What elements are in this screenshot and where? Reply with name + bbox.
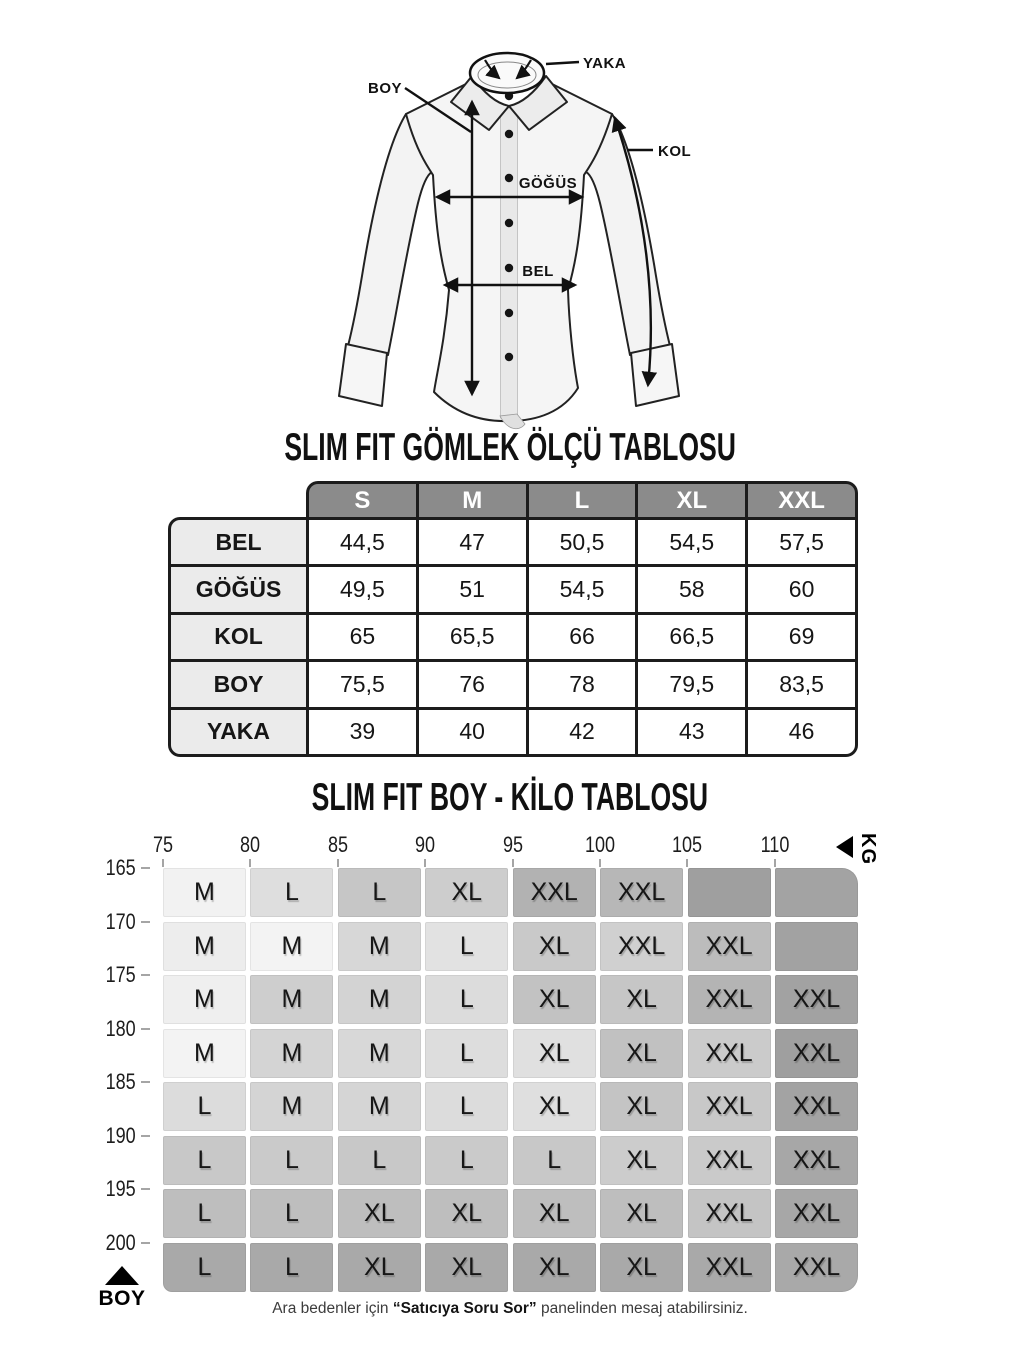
fit-cell: L (338, 868, 421, 917)
boy-tick-mark (141, 921, 150, 923)
fit-cell: M (338, 1082, 421, 1131)
fit-cell: XXL (600, 868, 683, 917)
boy-tick-mark (141, 1135, 150, 1137)
size-column-header: M (419, 484, 526, 517)
kg-tick-mark (774, 859, 776, 867)
collar-label: YAKA (583, 55, 627, 72)
shirt-left-cuff (339, 344, 387, 406)
fit-cell: XXL (688, 1082, 771, 1131)
boy-tick-mark (141, 1242, 150, 1244)
fit-cell: L (425, 1082, 508, 1131)
fit-cell: M (250, 922, 333, 971)
fit-cell: XXL (775, 1082, 858, 1131)
boy-tick-label: 190 (105, 1122, 136, 1148)
fit-cell: M (163, 922, 246, 971)
fit-cell: L (163, 1082, 246, 1131)
fit-cell: XL (513, 922, 596, 971)
measure-row-label: GÖĞÜS (171, 567, 306, 611)
footer-highlight: “Satıcıya Soru Sor” (392, 1300, 537, 1317)
fit-chart-title: SLIM FIT BOY - KİLO TABLOSU (311, 776, 709, 819)
fit-cell: M (250, 1029, 333, 1078)
kg-tick-mark (162, 859, 164, 867)
measure-value: 83,5 (748, 662, 855, 706)
kg-tick-mark (686, 859, 688, 867)
fit-cell: XXL (775, 1136, 858, 1185)
kg-tick-label: 110 (760, 832, 790, 857)
fit-cell: XXL (688, 922, 771, 971)
boy-tick-label: 180 (105, 1015, 136, 1041)
sleeve-label: KOL (658, 143, 692, 160)
kg-tick-mark (599, 859, 601, 867)
fit-cell: XXL (688, 1136, 771, 1185)
up-arrow-icon (105, 1266, 139, 1285)
boy-tick-label: 170 (105, 908, 136, 934)
shirt-diagram (285, 22, 735, 442)
collar-label-line (546, 62, 579, 64)
kg-tick-label: 90 (415, 832, 436, 857)
fit-cell: M (163, 975, 246, 1024)
size-column-header: XXL (748, 484, 855, 517)
fit-cell: XXL (775, 975, 858, 1024)
size-column-header: XL (638, 484, 745, 517)
measure-row-label: BEL (171, 520, 306, 564)
boy-tick-label: 165 (105, 855, 136, 880)
boy-tick-mark (141, 974, 150, 976)
measure-value: 79,5 (638, 662, 745, 706)
fit-cell: L (425, 922, 508, 971)
kg-tick-mark (424, 859, 426, 867)
measure-row-label: YAKA (171, 710, 306, 754)
measure-value: 65,5 (419, 615, 526, 659)
measure-value: 76 (419, 662, 526, 706)
fit-cell: XL (600, 1189, 683, 1238)
boy-tick-label: 185 (105, 1069, 136, 1094)
fit-cell: XXL (600, 922, 683, 971)
size-column-header: L (529, 484, 636, 517)
fit-cell: M (163, 1029, 246, 1078)
fit-cell: XL (425, 1243, 508, 1292)
measure-value: 54,5 (529, 567, 636, 611)
shirt-right-cuff (631, 344, 679, 406)
fit-cell: XXL (775, 1029, 858, 1078)
fit-cell: L (163, 1189, 246, 1238)
measure-value: 39 (309, 710, 416, 754)
size-table-header-row (306, 481, 858, 517)
fit-cell: L (250, 868, 333, 917)
kg-tick-label: 75 (152, 832, 174, 857)
fit-cell: XL (513, 1029, 596, 1078)
fit-cell: L (425, 1136, 508, 1185)
boy-axis-label: BOY (98, 1287, 146, 1310)
boy-tick-mark (141, 1188, 150, 1190)
boy-tick-mark (141, 1028, 150, 1030)
fit-cell: XL (338, 1243, 421, 1292)
fit-cell: XL (425, 1189, 508, 1238)
shirt-placket (501, 108, 518, 418)
measure-value: 40 (419, 710, 526, 754)
size-table-title: SLIM FIT GÖMLEK ÖLÇÜ TABLOSU (284, 426, 736, 469)
fit-cell-empty (775, 922, 858, 971)
fit-cell: XXL (688, 1243, 771, 1292)
size-table-body (168, 517, 858, 757)
footer-prefix: Ara bedenler için (272, 1300, 393, 1317)
left-arrow-icon (836, 836, 853, 858)
fit-cell: L (163, 1136, 246, 1185)
boy-axis (90, 855, 152, 1292)
fit-cell: XL (513, 1243, 596, 1292)
measure-value: 51 (419, 567, 526, 611)
measure-value: 57,5 (748, 520, 855, 564)
fit-cell: M (338, 975, 421, 1024)
fit-cell: L (250, 1243, 333, 1292)
measure-value: 60 (748, 567, 855, 611)
fit-cell-empty (688, 868, 771, 917)
measure-value: 78 (529, 662, 636, 706)
size-column-header: S (309, 484, 416, 517)
fit-cell: XL (600, 1136, 683, 1185)
fit-cell: XL (513, 1189, 596, 1238)
fit-cell: XXL (775, 1189, 858, 1238)
fit-cell: M (250, 975, 333, 1024)
kg-axis (152, 832, 863, 868)
fit-cell: L (425, 1029, 508, 1078)
measure-value: 46 (748, 710, 855, 754)
fit-cell: L (513, 1136, 596, 1185)
fit-cell: XL (513, 975, 596, 1024)
kg-axis-label: KG (857, 833, 879, 865)
measure-row-label: KOL (171, 615, 306, 659)
fit-cell: L (338, 1136, 421, 1185)
kg-axis-arrow (836, 833, 879, 865)
fit-cell: M (338, 922, 421, 971)
fit-cell: XL (600, 1082, 683, 1131)
measure-value: 69 (748, 615, 855, 659)
kg-tick-mark (512, 859, 514, 867)
footer-suffix: panelinden mesaj atabilirsiniz. (536, 1300, 748, 1317)
kg-tick-label: 85 (327, 832, 348, 857)
fit-cell: XXL (688, 1189, 771, 1238)
fit-matrix (163, 868, 858, 1292)
fit-cell: XL (338, 1189, 421, 1238)
kg-tick-label: 105 (672, 832, 703, 857)
measure-value: 49,5 (309, 567, 416, 611)
footer-note (0, 1300, 1020, 1318)
fit-cell: XL (600, 1243, 683, 1292)
fit-cell: XXL (688, 975, 771, 1024)
fit-cell: L (250, 1136, 333, 1185)
fit-cell-empty (775, 868, 858, 917)
fit-cell: L (163, 1243, 246, 1292)
kg-tick-label: 100 (584, 832, 616, 857)
measure-value: 65 (309, 615, 416, 659)
kg-tick-mark (249, 859, 251, 867)
fit-cell: M (163, 868, 246, 917)
measure-value: 43 (638, 710, 745, 754)
waist-label: BEL (522, 263, 554, 280)
kg-tick-label: 80 (240, 832, 261, 857)
measure-value: 50,5 (529, 520, 636, 564)
measure-value: 47 (419, 520, 526, 564)
fit-cell: M (250, 1082, 333, 1131)
fit-cell: L (425, 975, 508, 1024)
kg-tick-mark (337, 859, 339, 867)
boy-tick-label: 175 (105, 962, 136, 987)
boy-tick-label: 200 (105, 1229, 136, 1255)
measure-row-label: BOY (171, 662, 306, 706)
fit-cell: XXL (513, 868, 596, 917)
chest-label: GÖĞÜS (518, 175, 578, 192)
length-label: BOY (367, 80, 403, 97)
fit-cell: XL (600, 1029, 683, 1078)
measure-value: 54,5 (638, 520, 745, 564)
shirt-collar-band (470, 53, 544, 93)
boy-tick-mark (141, 1081, 150, 1083)
measure-value: 75,5 (309, 662, 416, 706)
measure-value: 66 (529, 615, 636, 659)
fit-cell: XL (513, 1082, 596, 1131)
kg-tick-label: 95 (502, 832, 523, 857)
fit-cell: XXL (775, 1243, 858, 1292)
fit-cell: L (250, 1189, 333, 1238)
fit-cell: XL (600, 975, 683, 1024)
measure-value: 44,5 (309, 520, 416, 564)
measure-value: 58 (638, 567, 745, 611)
measure-value: 42 (529, 710, 636, 754)
boy-tick-mark (141, 867, 150, 869)
fit-cell: XXL (688, 1029, 771, 1078)
measure-value: 66,5 (638, 615, 745, 659)
fit-cell: XL (425, 868, 508, 917)
boy-tick-label: 195 (105, 1176, 136, 1201)
fit-cell: M (338, 1029, 421, 1078)
